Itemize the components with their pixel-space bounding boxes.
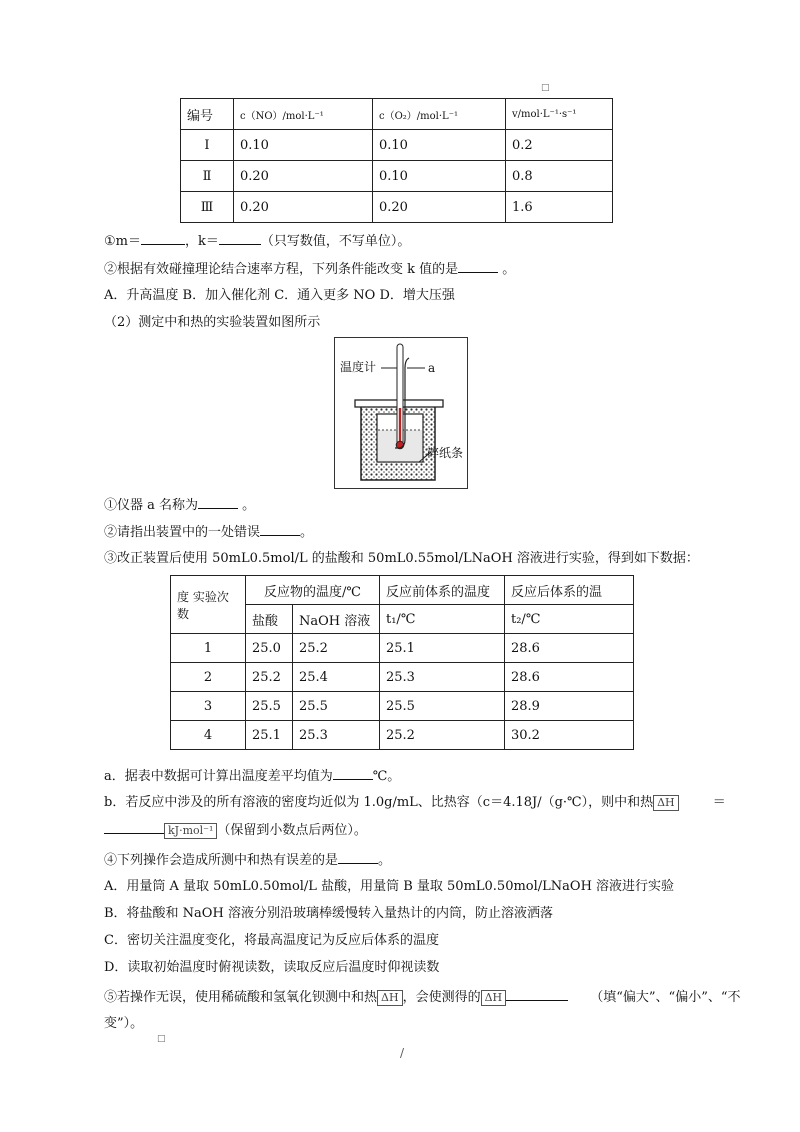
answer-blank[interactable] <box>338 851 378 864</box>
table-cell: 0.20 <box>373 192 506 223</box>
table-header-cell: t₁/℃ <box>380 605 505 634</box>
q-text: 。 <box>502 262 516 277</box>
table-cell: 0.20 <box>234 192 373 223</box>
table-cell: 25.1 <box>380 634 505 663</box>
delta-h-symbol: ΔH <box>377 990 403 1006</box>
table-header-cell: t₂/℃ <box>505 605 634 634</box>
table-cell: 0.20 <box>234 161 373 192</box>
q-text: 。 <box>242 498 256 513</box>
table-cell: 25.5 <box>293 692 380 721</box>
answer-blank[interactable] <box>141 232 185 245</box>
rate-data-table <box>180 98 613 223</box>
corner-mark: □ <box>541 83 550 93</box>
table-cell: 30.2 <box>505 721 634 750</box>
q-text: ④下列操作会造成所测中和热有误差的是 <box>104 853 339 868</box>
table-row <box>181 130 613 161</box>
bottom-mark: □ <box>157 1034 166 1044</box>
table-cell: 25.2 <box>293 634 380 663</box>
q-text: （填“偏大”、“偏小”、“不 <box>590 990 741 1005</box>
table-cell: 4 <box>171 721 246 750</box>
table-cell: Ⅰ <box>181 130 234 161</box>
q-text: ℃。 <box>372 769 401 784</box>
table-cell: 28.6 <box>505 663 634 692</box>
question-heat-calc <box>104 794 726 812</box>
question-apparatus-error <box>104 523 313 542</box>
table-header-cell: 盐酸 <box>246 605 293 634</box>
q-text: ＝ <box>712 795 726 810</box>
question-error-source <box>104 851 391 870</box>
table-header-cell: 反应物的温度/℃ <box>246 576 380 605</box>
temperature-data-table <box>170 575 634 750</box>
table-cell: 0.8 <box>506 161 613 192</box>
question-experiment-intro: ③改正装置后使用 50mL0.5mol/L 的盐酸和 50mL0.55mol/LNaOH 溶液进行实验，得到如下数据： <box>104 551 699 566</box>
delta-h-symbol: ΔH <box>481 990 507 1006</box>
table-row <box>171 634 634 663</box>
answer-blank[interactable] <box>219 232 261 245</box>
question-k-factor <box>104 260 515 279</box>
answer-blank[interactable] <box>198 496 238 509</box>
table-header-cell: c（NO）/mol·L⁻¹ <box>234 99 373 130</box>
table-header-cell: 反应后体系的温 <box>505 576 634 605</box>
q-text: 。 <box>300 525 314 540</box>
table-cell: 28.6 <box>505 634 634 663</box>
table-cell: 1.6 <box>506 192 613 223</box>
answer-blank[interactable] <box>506 988 568 1001</box>
table-cell: 25.5 <box>380 692 505 721</box>
table-header-cell: NaOH 溶液 <box>293 605 380 634</box>
option-a: A．用量筒 A 量取 50mL0.50mol/L 盐酸，用量筒 B 量取 50mL0.50mol/LNaOH 溶液进行实验 <box>104 879 675 894</box>
table-row <box>171 663 634 692</box>
part2-title: （2）测定中和热的实验装置如图所示 <box>104 315 321 330</box>
table-row <box>181 192 613 223</box>
option-c: C．密切关注温度变化，将最高温度记为反应后体系的温度 <box>104 933 439 948</box>
table-cell: 2 <box>171 663 246 692</box>
table-cell: 25.5 <box>246 692 293 721</box>
question-m-k <box>104 232 410 251</box>
answer-blank[interactable] <box>333 767 373 780</box>
table-header-cell: v/mol·L⁻¹·s⁻¹ <box>506 99 613 130</box>
table-cell: 25.3 <box>293 721 380 750</box>
option-b: B．将盐酸和 NaOH 溶液分别沿玻璃棒缓慢转入量热计的内筒，防止溶液洒落 <box>104 906 553 921</box>
question-acid-base-end: 变”）。 <box>104 1016 144 1031</box>
q-text: ①m＝ <box>104 234 141 249</box>
apparatus-a-label: a <box>428 361 436 375</box>
table-header-cell: c（O₂）/mol·L⁻¹ <box>373 99 506 130</box>
q-text: ②根据有效碰撞理论结合速率方程，下列条件能改变 k 值的是 <box>104 262 459 277</box>
table-cell: 25.1 <box>246 721 293 750</box>
table-cell: 0.10 <box>373 130 506 161</box>
table-cell: Ⅱ <box>181 161 234 192</box>
answer-blank[interactable] <box>260 523 300 536</box>
option-d: D．读取初始温度时俯视读数，读取反应后温度时仰视读数 <box>104 960 440 975</box>
table-header-row <box>171 576 634 605</box>
q-text: ⑤若操作无误，使用稀硫酸和氢氧化钡测中和热 <box>104 990 378 1005</box>
table-row <box>171 692 634 721</box>
q-text: （只写数值，不写单位）。 <box>260 234 411 249</box>
table-cell: 25.4 <box>293 663 380 692</box>
q-text: 。 <box>378 853 392 868</box>
q-text: ，k＝ <box>184 234 219 249</box>
table-cell: 28.9 <box>505 692 634 721</box>
thermometer-label: 温度计 <box>340 360 377 374</box>
table-header-cell: 反应前体系的温度 <box>380 576 505 605</box>
table-row <box>181 161 613 192</box>
table-corner-cell: 度 实验次数 <box>171 576 246 634</box>
delta-h-symbol: ΔH <box>653 795 679 811</box>
table-cell: 25.0 <box>246 634 293 663</box>
table-cell: 3 <box>171 692 246 721</box>
q-text: a．据表中数据可计算出温度差平均值为 <box>104 769 333 784</box>
heat-answer-line <box>104 821 367 840</box>
table-cell: 0.2 <box>506 130 613 161</box>
unit-symbol: kJ·mol⁻¹ <box>164 823 217 839</box>
q-text: b．若反应中涉及的所有溶液的密度均近似为 1.0g/mL、比热容（c＝4.18J/（g·℃），则中和热 <box>104 795 654 810</box>
table-cell: 25.2 <box>380 721 505 750</box>
question-instrument-name <box>104 496 255 515</box>
table-cell: Ⅲ <box>181 192 234 223</box>
table-row <box>171 721 634 750</box>
table-header-cell: 编号 <box>181 99 234 130</box>
answer-blank[interactable] <box>458 260 498 273</box>
q-text: ，会使测得的 <box>402 990 481 1005</box>
q-text: ①仪器 a 名称为 <box>104 498 199 513</box>
page-footer: / <box>400 1046 405 1060</box>
calorimeter-figure <box>334 337 468 489</box>
answer-blank[interactable] <box>104 821 164 834</box>
table-cell: 25.2 <box>246 663 293 692</box>
table-cell: 25.3 <box>380 663 505 692</box>
q-text: ②请指出装置中的一处错误 <box>104 525 261 540</box>
table-header-row <box>181 99 613 130</box>
table-cell: 0.10 <box>373 161 506 192</box>
paper-strips-label: 碎纸条 <box>427 446 464 460</box>
options-line: A．升高温度 B．加入催化剂 C．通入更多 NO D．增大压强 <box>104 288 455 303</box>
q-text: （保留到小数点后两位）。 <box>217 823 367 838</box>
question-avg-temp <box>104 767 400 786</box>
table-cell: 0.10 <box>234 130 373 161</box>
question-acid-base <box>104 988 741 1007</box>
table-cell: 1 <box>171 634 246 663</box>
